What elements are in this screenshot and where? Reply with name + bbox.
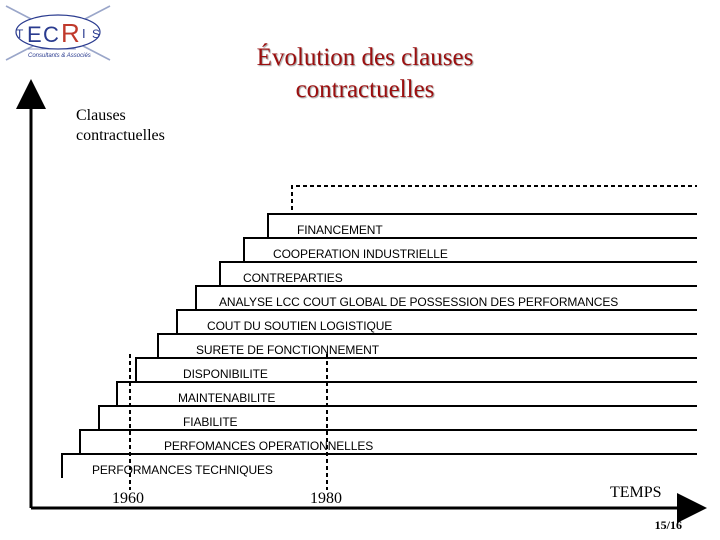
step-label-8: ANALYSE LCC COUT GLOBAL DE POSSESSION DES PERFORMANCES xyxy=(219,295,619,309)
step-label-4: MAINTENABILITE xyxy=(178,391,276,405)
step-label-6: SURETE DE FONCTIONNEMENT xyxy=(196,343,379,357)
step-label-11: FINANCEMENT xyxy=(297,223,383,237)
year-label-1960: 1960 xyxy=(112,490,144,507)
year-label-1980: 1980 xyxy=(310,490,342,507)
y-axis-label-line-2: contractuelles xyxy=(76,127,165,144)
dashed-future-step xyxy=(292,186,697,210)
y-axis-label-line-1: Clauses xyxy=(76,107,126,124)
title-line-1: Évolution des clauses xyxy=(256,44,474,71)
step-label-1: PERFORMANCES TECHNIQUES xyxy=(92,463,273,477)
logo-letter-i: I xyxy=(82,26,86,41)
logo-letter-r: R xyxy=(61,18,80,48)
step-label-2: PERFOMANCES OPERATIONNELLES xyxy=(164,439,374,453)
logo-letter-e: E xyxy=(27,22,42,47)
step-label-9: CONTREPARTIES xyxy=(243,271,343,285)
step-label-7: COUT DU SOUTIEN LOGISTIQUE xyxy=(207,319,393,333)
logo-tagline: Consultants & Associés xyxy=(28,53,91,59)
logo-letter-t: T xyxy=(16,27,24,41)
logo-letter-c: C xyxy=(43,22,59,47)
step-label-5: DISPONIBILITE xyxy=(183,367,268,381)
title-line-2: contractuelles xyxy=(295,76,435,103)
step-label-3: FIABILITE xyxy=(183,415,238,429)
page-number: 15/16 xyxy=(654,518,682,532)
step-label-10: COOPERATION INDUSTRIELLE xyxy=(273,247,448,261)
logo-letter-s: S xyxy=(92,27,101,41)
x-axis-label: TEMPS xyxy=(610,484,662,501)
